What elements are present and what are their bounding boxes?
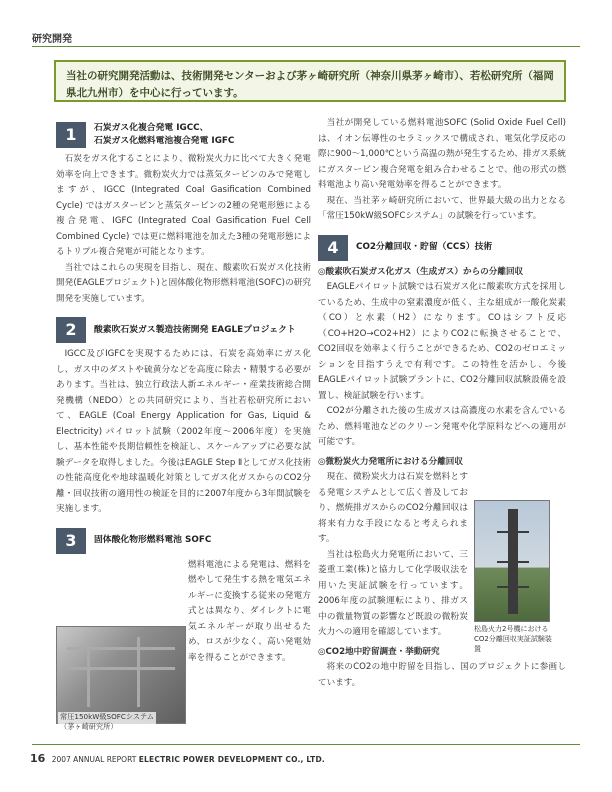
section-1-title-line1: 石炭ガス化複合発電 IGCC、 <box>94 123 209 133</box>
section-2-heading <box>56 317 311 343</box>
subheading-gasification: ◎酸素吹石炭ガス化ガス（生成ガス）からの分離回収 <box>318 266 524 277</box>
section-1-paragraph: 石炭をガス化することにより、微粉炭火力に比べて大きく発電効率を向上できます。微粉炭火力では蒸気タービンのみで発電しますが、IGCC (Integrated Coal Gasification Combined Cycle) ではガスタービンと蒸気タービンの2種の発電形態による複合発電、IGFC (Integrated Coal Gasification Fuel Cell Combined Cycle) では更に燃料電池を加えた3種の発電形態によるトリプル複合発電が可能となります。 <box>56 154 311 257</box>
intro-box: 当社の研究開発活動は、技術開発センターおよび茅ヶ崎研究所（神奈川県茅ヶ崎市）、若松研究所（福岡県北九州市）を中心に行っています。 <box>54 60 566 102</box>
subheading-pulverized: ◎微粉炭火力発電所における分離回収 <box>318 456 463 467</box>
section-3-title: 固体酸化物形燃料電池 SOFC <box>94 535 212 545</box>
section-number-1: 1 <box>56 122 86 148</box>
page-number: 16 <box>30 752 46 765</box>
sofc-paragraph: 現在、当社茅ヶ崎研究所において、世界最大級の出力となる「常圧150kW級SOFCシステム」の試験を行っています。 <box>318 195 566 221</box>
section-number-3: 3 <box>56 528 86 554</box>
header-rule <box>32 46 580 47</box>
company-name: ELECTRIC POWER DEVELOPMENT CO., LTD. <box>138 755 325 764</box>
page-footer <box>30 752 325 765</box>
section-1-title-line2: 石炭ガス化燃料電池複合発電 IGFC <box>94 136 235 146</box>
sofc-caption-line2: （茅ヶ崎研究所） <box>60 722 118 731</box>
storage-paragraph: 将来のCO2の地中貯留を目指し、国のプロジェクトに参画しています。 <box>318 662 566 688</box>
section-1-paragraph: 当社ではこれらの実現を目指し、現在、酸素吹石炭ガス化技術開発(EAGLEプロジェクト)と固体酸化物形燃料電池(SOFC)の研究開発を実施しています。 <box>56 262 311 304</box>
section-2-paragraph: IGCC及びIGFCを実現するためには、石炭を高効率にガス化し、ガス中のダストや硫黄分などを高度に除去・精製する必要があります。当社は、独立行政法人新エネルギー・産業技術総合開発機構（NEDO）との共同研究により、当社若松研究所において、EAGLE (Coal Energy Application for Gas, Liquid & Electricity) パイロット試験（2002年度〜2006年度）を実施し、基本性能や長期信頼性を検証し、スケールアップに必要な試験データを取得しました。今後はEAGLE Step Ⅱとしてガス化技術の性能高度化や地球温暖化対策としてガス化ガスからのCO2分離・回収技術の適用性の検証を目的に2007年度から3年間試験を実施します。 <box>56 349 311 514</box>
section-number-2: 2 <box>56 317 86 343</box>
sofc-caption-line1: 常圧150kW級SOFCシステム <box>60 712 154 721</box>
section-3-heading <box>56 528 311 554</box>
left-column <box>56 116 311 666</box>
sofc-photo-caption <box>58 712 156 732</box>
section-3-paragraph: 燃料電池による発電は、燃料を燃やして発生する熱を電気エネルギーに変換する従来の発電方式とは異なり、ダイレクトに電気エネルギーが取り出せるため、ロスが少なく、高い発電効率を得ることができます。 <box>188 559 311 663</box>
subheading-storage: ◎CO2地中貯留調査・挙動研究 <box>318 646 440 657</box>
co2-capture-tower-photo <box>474 500 550 622</box>
section-label: 研究開発 <box>32 34 72 45</box>
pulverized-paragraph: 当社は松島火力発電所において、三菱重工業(株)と協力して化学吸収法を用いた実証試験を行っています。2006年度の試験運転により、排ガス中の微量物質の影響など既設の微粉炭火力への適用を確認しています。 <box>318 549 468 637</box>
annual-report-label: 2007 ANNUAL REPORT <box>51 755 137 764</box>
section-4-heading <box>318 235 566 261</box>
tower-photo-caption: 松島火力2号機におけるCO2分離回収実証試験装置 <box>474 625 552 653</box>
pulverized-paragraph: 現在、微粉炭火力は石炭を燃料とする発電システムとして広く普及しており、燃焼排ガスからのCO2分離回収は将来有力な手段になると考えられます。 <box>318 472 468 544</box>
sofc-system-photo <box>56 626 186 724</box>
footer-rule <box>32 744 580 745</box>
section-2-title: 酸素吹石炭ガス製造技術開発 EAGLEプロジェクト <box>94 324 296 335</box>
ccs-paragraph: CO2が分離された後の生成ガスは高濃度の水素を含んでいるため、燃料電池などのクリーン発電や化学原料などへの適用が可能です。 <box>318 406 566 447</box>
section-number-4: 4 <box>318 235 348 261</box>
section-4-title: CO2分離回収・貯留（CCS）技術 <box>356 242 493 252</box>
section-1-heading <box>56 122 311 148</box>
sofc-paragraph: 当社が開発している燃料電池SOFC (Solid Oxide Fuel Cell) は、イオン伝導性のセラミックスで構成され、電気化学反応の際に900〜1,000℃という高温の熱が発生するため、排ガス系統にガスタービン複合発電を組み合わせることで、他の形式の燃料電池より高い発電効率を得ることができます。 <box>318 118 566 190</box>
ccs-paragraph: EAGLEパイロット試験では石炭ガス化に酸素吹方式を採用しているため、生成中の窒素濃度が低く、主な組成が一酸化炭素（CO）と水素（H2）になります。COはシフト反応（CO+H2O→CO2+H2）によりCO2に転換させることで、CO2回収を効率よく行うことができるため、CO2のゼロエミッションを目指すうえで有利です。この特性を活かし、今後EAGLEパイロット試験プラントに、CO2分離回収試験設備を設置し、検証試験を行います。 <box>318 282 566 401</box>
